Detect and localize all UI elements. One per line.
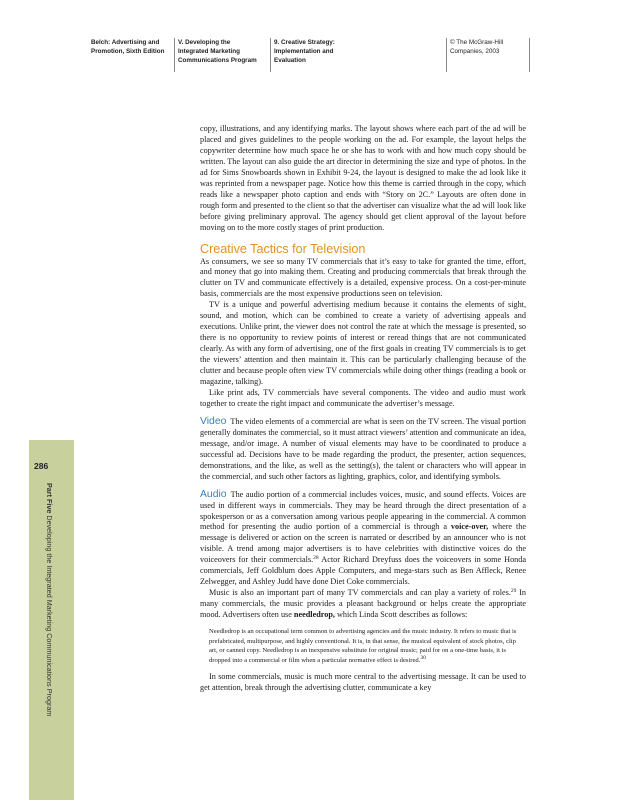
margin-running-title bbox=[42, 483, 54, 763]
audio-paragraph: Audio The audio portion of a commercial includes voices, music, and sound effects. Voices are used in different ways in commercials. They may be heard through the direct presentation of a spokesperson or as a conversation among various people appearing in the commercial. A common method for presenting the audio portion of a commercial is through a voice-over, where the message is delivered or action on the screen is narrated or described by an announcer who is not visible. A trend among major advertisers is to have celebrities with distinctive voices do the voiceovers for their commercials.$^{28}$ Actor Richard Dreyfuss does the voiceovers in some Honda commercials, Jeff Goldblum does Apple Computers, and mega-stars such as Ben Affleck, Renee Zelwegger, and Ashley Judd have done Diet Coke commercials. bbox=[200, 488, 526, 587]
body-text bbox=[200, 124, 526, 694]
paragraph: In some commercials, music is much more central to the advertising message. It can be used to get attention, break through the advertising clutter, communicate a key bbox=[200, 672, 526, 692]
header-book-title: Belch: Advertising and Promotion, Sixth Edition bbox=[91, 39, 165, 56]
part-label: Part Five bbox=[45, 483, 54, 514]
term-voice-over: voice-over, bbox=[450, 522, 489, 532]
paragraph: As consumers, we see so many TV commercials that it’s easy to take for granted the time, effort, and money that go into making them. Creating and producing commercials that break through the clutter on TV and communicate effectively is a detailed, expensive process. On a cost-per-minute basis, commercials are the most expensive productions seen on television. bbox=[200, 256, 526, 299]
video-subheading: Video bbox=[200, 415, 227, 427]
paragraph: Like print ads, TV commercials have several components. The video and audio must work together to create the right impact and communicate the advertiser’s message. bbox=[200, 387, 526, 408]
footnote-ref: 29 bbox=[510, 588, 517, 595]
page-number: 286 bbox=[34, 461, 49, 471]
audio-subheading: Audio bbox=[200, 488, 227, 500]
section-heading: Creative Tactics for Television bbox=[200, 241, 366, 256]
music-paragraph: Music is also an important part of many TV commercials and can play a variety of roles.$^{29}$ In many commercials, the music provides a pleasant background or helps create the appropriate mood. Advertisers often use needledrop, which Linda Scott describes as follows: bbox=[200, 588, 527, 620]
header-part-title: V. Developing the Integrated Marketing Communications Program bbox=[174, 38, 270, 72]
part-title: Developing the Integrated Marketing Communications Program bbox=[45, 515, 54, 717]
footnote-ref: 30 bbox=[420, 654, 426, 661]
term-needledrop: needledrop, bbox=[293, 610, 335, 620]
block-quote: Needledrop is an occupational term common to advertising agencies and the music industry. It refers to music that is prefabricated, multipurpose, and highly conventional. It is, in that sense, the musical equivalent of stock photos, clip art, or canned copy. Needledrop is an inexpensive substitute for original music; paid for on a one-time basis, it is dropped into a commercial or film when a particular normative effect is desired.$^{30}$ bbox=[209, 628, 517, 664]
paragraph: copy, illustrations, and any identifying marks. The layout shows where each part of the ad will be placed and gives guidelines to the people working on the ad. For example, the layout helps the copywriter determine how much space he or she has to work with and how much copy should be written. The layout can also guide the art director in determining the size and type of photos. In the ad for Sims Snowboards shown in Exhibit 9-24, the layout is designed to make the ad look like it was reprinted from a newspaper page. Notice how this theme is carried through in the copy, which reads like a newspaper photo caption and ends with “Story on 2C.” Layouts are often done in rough form and presented to the client so that the advertiser can visualize what the ad will look like before giving preliminary approval. The agency should get client approval of the layout before moving on to the more costly stages of print production. bbox=[200, 124, 526, 232]
header-chapter-title: 9. Creative Strategy: Implementation and Evaluation bbox=[270, 38, 446, 72]
paragraph: TV is a unique and powerful advertising medium because it contains the elements of sight, sound, and motion, which can be combined to create a variety of advertising appeals and executions. Unlike print, the viewer does not control the rate at which the message is presented, so there is no opportunity to review points of interest or reread things that are not communicated clearly. As with any form of advertising, one of the first goals in creating TV commercials is to get the viewers’ attention and then maintain it. This can be particularly challenging because of the clutter and because people often view TV commercials while doing other things (reading a book or magazine, talking). bbox=[200, 300, 526, 387]
header-copyright: © The McGraw-Hill Companies, 2003 bbox=[446, 38, 530, 72]
footnote-ref: 28 bbox=[313, 555, 319, 562]
video-paragraph: Video The video elements of a commercial are what is seen on the TV screen. The visual portion generally dominates the commercial, so it must attract viewers’ attention and communicate an idea, message, and/or image. A number of visual elements may have to be coordinated to produce a successful ad. Decisions have to be made regarding the product, the presenter, action sequences, demonstrations, and the like, as well as the setting(s), the talent or characters who will appear in the commercial, and such other factors as lighting, graphics, color, and identifying symbols. bbox=[200, 415, 526, 481]
running-header bbox=[88, 38, 530, 72]
